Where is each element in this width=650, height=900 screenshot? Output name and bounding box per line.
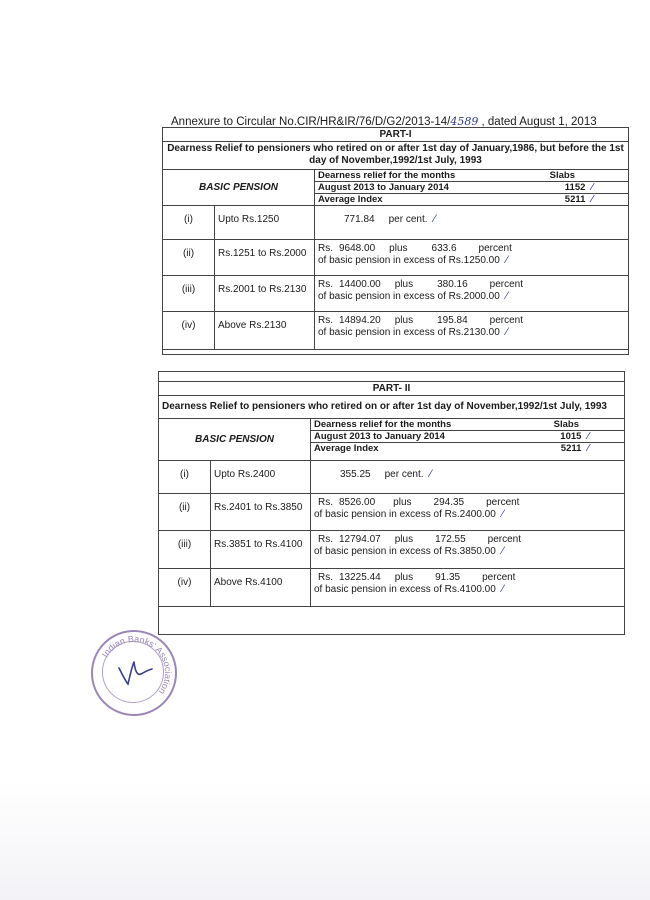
part2-avg-value: 5211 (560, 443, 582, 454)
row-rate-word: percent (489, 315, 524, 326)
row-range: Rs.2401 to Rs.3850 (211, 494, 311, 531)
row-rate-amount: 9648.00 (339, 243, 376, 254)
tick-mark-icon: ⁄ (429, 469, 432, 480)
row-rate-amount: 8526.00 (339, 497, 376, 508)
part2-title: PART- II (159, 382, 625, 396)
row-rate-rs: Rs. (318, 497, 333, 508)
row-range: Upto Rs.1250 (215, 206, 315, 240)
row-serial: (iv) (159, 569, 211, 607)
table-row (163, 276, 629, 312)
table-row-spacer (159, 607, 625, 635)
signature-icon (115, 654, 155, 690)
row-rate-rs: Rs. (318, 315, 333, 326)
tick-mark-icon: ⁄ (591, 194, 593, 205)
tick-mark-icon: ⁄ (501, 546, 504, 557)
table-row (163, 312, 629, 350)
tick-mark-icon: ⁄ (587, 431, 590, 442)
row-range: Rs.2001 to Rs.2130 (215, 276, 315, 312)
row-rate (311, 569, 625, 607)
part2-slabs-label: Slabs (553, 419, 580, 430)
part2-slabs-value: 1015 (560, 431, 582, 442)
row-rate-amount: 13225.44 (339, 572, 381, 583)
table-row (159, 531, 625, 569)
row-rate-amount: 12794.07 (339, 534, 381, 545)
row-rate-plus: plus (393, 497, 412, 508)
row-rate-percent: 172.55 (435, 534, 466, 545)
scan-background (0, 780, 650, 900)
row-rate-plus: plus (394, 279, 414, 290)
row-rate-rs: Rs. (318, 572, 333, 583)
tick-mark-icon: ⁄ (433, 214, 436, 225)
part2-table (158, 371, 625, 635)
part2-months-header (311, 419, 625, 431)
row-rate-plus: plus (394, 315, 414, 326)
row-rate-percent: 195.84 (437, 315, 468, 326)
row-rate (315, 312, 629, 350)
table-row (163, 240, 629, 276)
row-rate-excess: of basic pension in excess of Rs.2130.00 (318, 327, 500, 338)
row-serial: (iv) (163, 312, 215, 350)
row-rate-amount: 14400.00 (339, 279, 381, 290)
row-rate-word: percent (487, 534, 522, 545)
row-rate (311, 494, 625, 531)
part1-months-row (315, 182, 629, 194)
row-rate-percent: 294.35 (433, 497, 465, 508)
row-rate-word: percent (489, 279, 524, 290)
row-rate-plus: plus (394, 572, 414, 583)
row-rate-plus: plus (389, 243, 408, 254)
row-range: Rs.1251 to Rs.2000 (215, 240, 315, 276)
row-rate-excess: of basic pension in excess of Rs.1250.00 (318, 255, 500, 266)
row-rate-amount: 355.25 (340, 469, 371, 480)
part2-basic-pension-label: BASIC PENSION (159, 419, 311, 461)
part2-avg-row (311, 443, 625, 461)
tick-mark-icon: ⁄ (501, 584, 504, 595)
row-rate-word: percent (478, 243, 512, 254)
tick-mark-icon: ⁄ (505, 327, 508, 338)
row-rate-rs: Rs. (318, 279, 333, 290)
row-range: Rs.3851 to Rs.4100 (211, 531, 311, 569)
row-rate-percent: 380.16 (437, 279, 468, 290)
handwritten-circular-number: 4589 (450, 115, 479, 128)
row-rate (315, 276, 629, 312)
circular-prefix: Annexure to Circular No.CIR/HR&IR/76/D/G2/2013-14/ (171, 116, 451, 128)
part1-avg-value: 5211 (564, 194, 586, 205)
row-rate-amount: 771.84 (344, 214, 375, 225)
part1-months-header (315, 170, 629, 182)
row-rate-percent: 91.35 (435, 572, 461, 583)
tick-mark-icon: ⁄ (505, 255, 508, 266)
part1-avg-row (315, 194, 629, 206)
association-seal (91, 630, 177, 716)
row-range: Above Rs.4100 (211, 569, 311, 607)
part1-months: August 2013 to January 2014 (318, 182, 449, 193)
row-rate-excess: of basic pension in excess of Rs.2000.00 (318, 291, 500, 302)
table-row (159, 569, 625, 607)
part2-months-row (311, 431, 625, 443)
row-rate (315, 240, 629, 276)
row-rate-excess: of basic pension in excess of Rs.4100.00 (314, 584, 496, 595)
part1-avg-label: Average Index (318, 194, 383, 205)
part2-description: Dearness Relief to pensioners who retired on or after 1st day of November,1992/1st July, 1993 (159, 396, 625, 419)
circular-date: , dated August 1, 2013 (478, 116, 597, 128)
part1-basic-pension-label: BASIC PENSION (163, 170, 315, 206)
row-rate (315, 206, 629, 240)
part2-months: August 2013 to January 2014 (314, 431, 445, 442)
row-range: Upto Rs.2400 (211, 461, 311, 494)
row-rate-excess: of basic pension in excess of Rs.3850.00 (314, 546, 496, 557)
part1-slabs-label: Slabs (549, 170, 575, 181)
tick-mark-icon: ⁄ (587, 443, 590, 454)
part1-table (162, 127, 629, 355)
tick-mark-icon: ⁄ (591, 182, 593, 193)
row-serial: (i) (159, 461, 211, 494)
row-range: Above Rs.2130 (215, 312, 315, 350)
row-rate-word: per cent. (384, 469, 424, 480)
row-serial: (iii) (159, 531, 211, 569)
row-rate (311, 531, 625, 569)
row-rate (311, 461, 625, 494)
part2-avg-label: Average Index (314, 443, 379, 454)
row-rate-rs: Rs. (318, 534, 333, 545)
row-rate-word: percent (482, 572, 516, 583)
row-rate-percent: 633.6 (431, 243, 457, 254)
part1-title: PART-I (163, 128, 629, 142)
row-serial: (ii) (159, 494, 211, 531)
row-serial: (iii) (163, 276, 215, 312)
row-rate-excess: of basic pension in excess of Rs.2400.00 (314, 509, 496, 520)
row-rate-word: percent (486, 497, 520, 508)
table-row (163, 206, 629, 240)
tick-mark-icon: ⁄ (505, 291, 508, 302)
part1-months-label: Dearness relief for the months (318, 170, 456, 181)
tick-mark-icon: ⁄ (501, 509, 504, 520)
row-serial: (i) (163, 206, 215, 240)
part1-description: Dearness Relief to pensioners who retired on or after 1st day of January,1986, but before the 1st day of November,1992/1st July, 1993 (163, 142, 629, 170)
row-rate-plus: plus (394, 534, 414, 545)
seal-text: Indian Banks' Association (99, 633, 174, 697)
table-row-spacer (163, 350, 629, 355)
part1-slabs-value: 1152 (564, 182, 586, 193)
row-rate-rs: Rs. (318, 243, 333, 254)
row-rate-amount: 14894.20 (339, 315, 381, 326)
row-rate-word: per cent. (388, 214, 428, 225)
table-row (159, 461, 625, 494)
part2-months-label: Dearness relief for the months (314, 419, 452, 430)
row-serial: (ii) (163, 240, 215, 276)
table-row (159, 494, 625, 531)
